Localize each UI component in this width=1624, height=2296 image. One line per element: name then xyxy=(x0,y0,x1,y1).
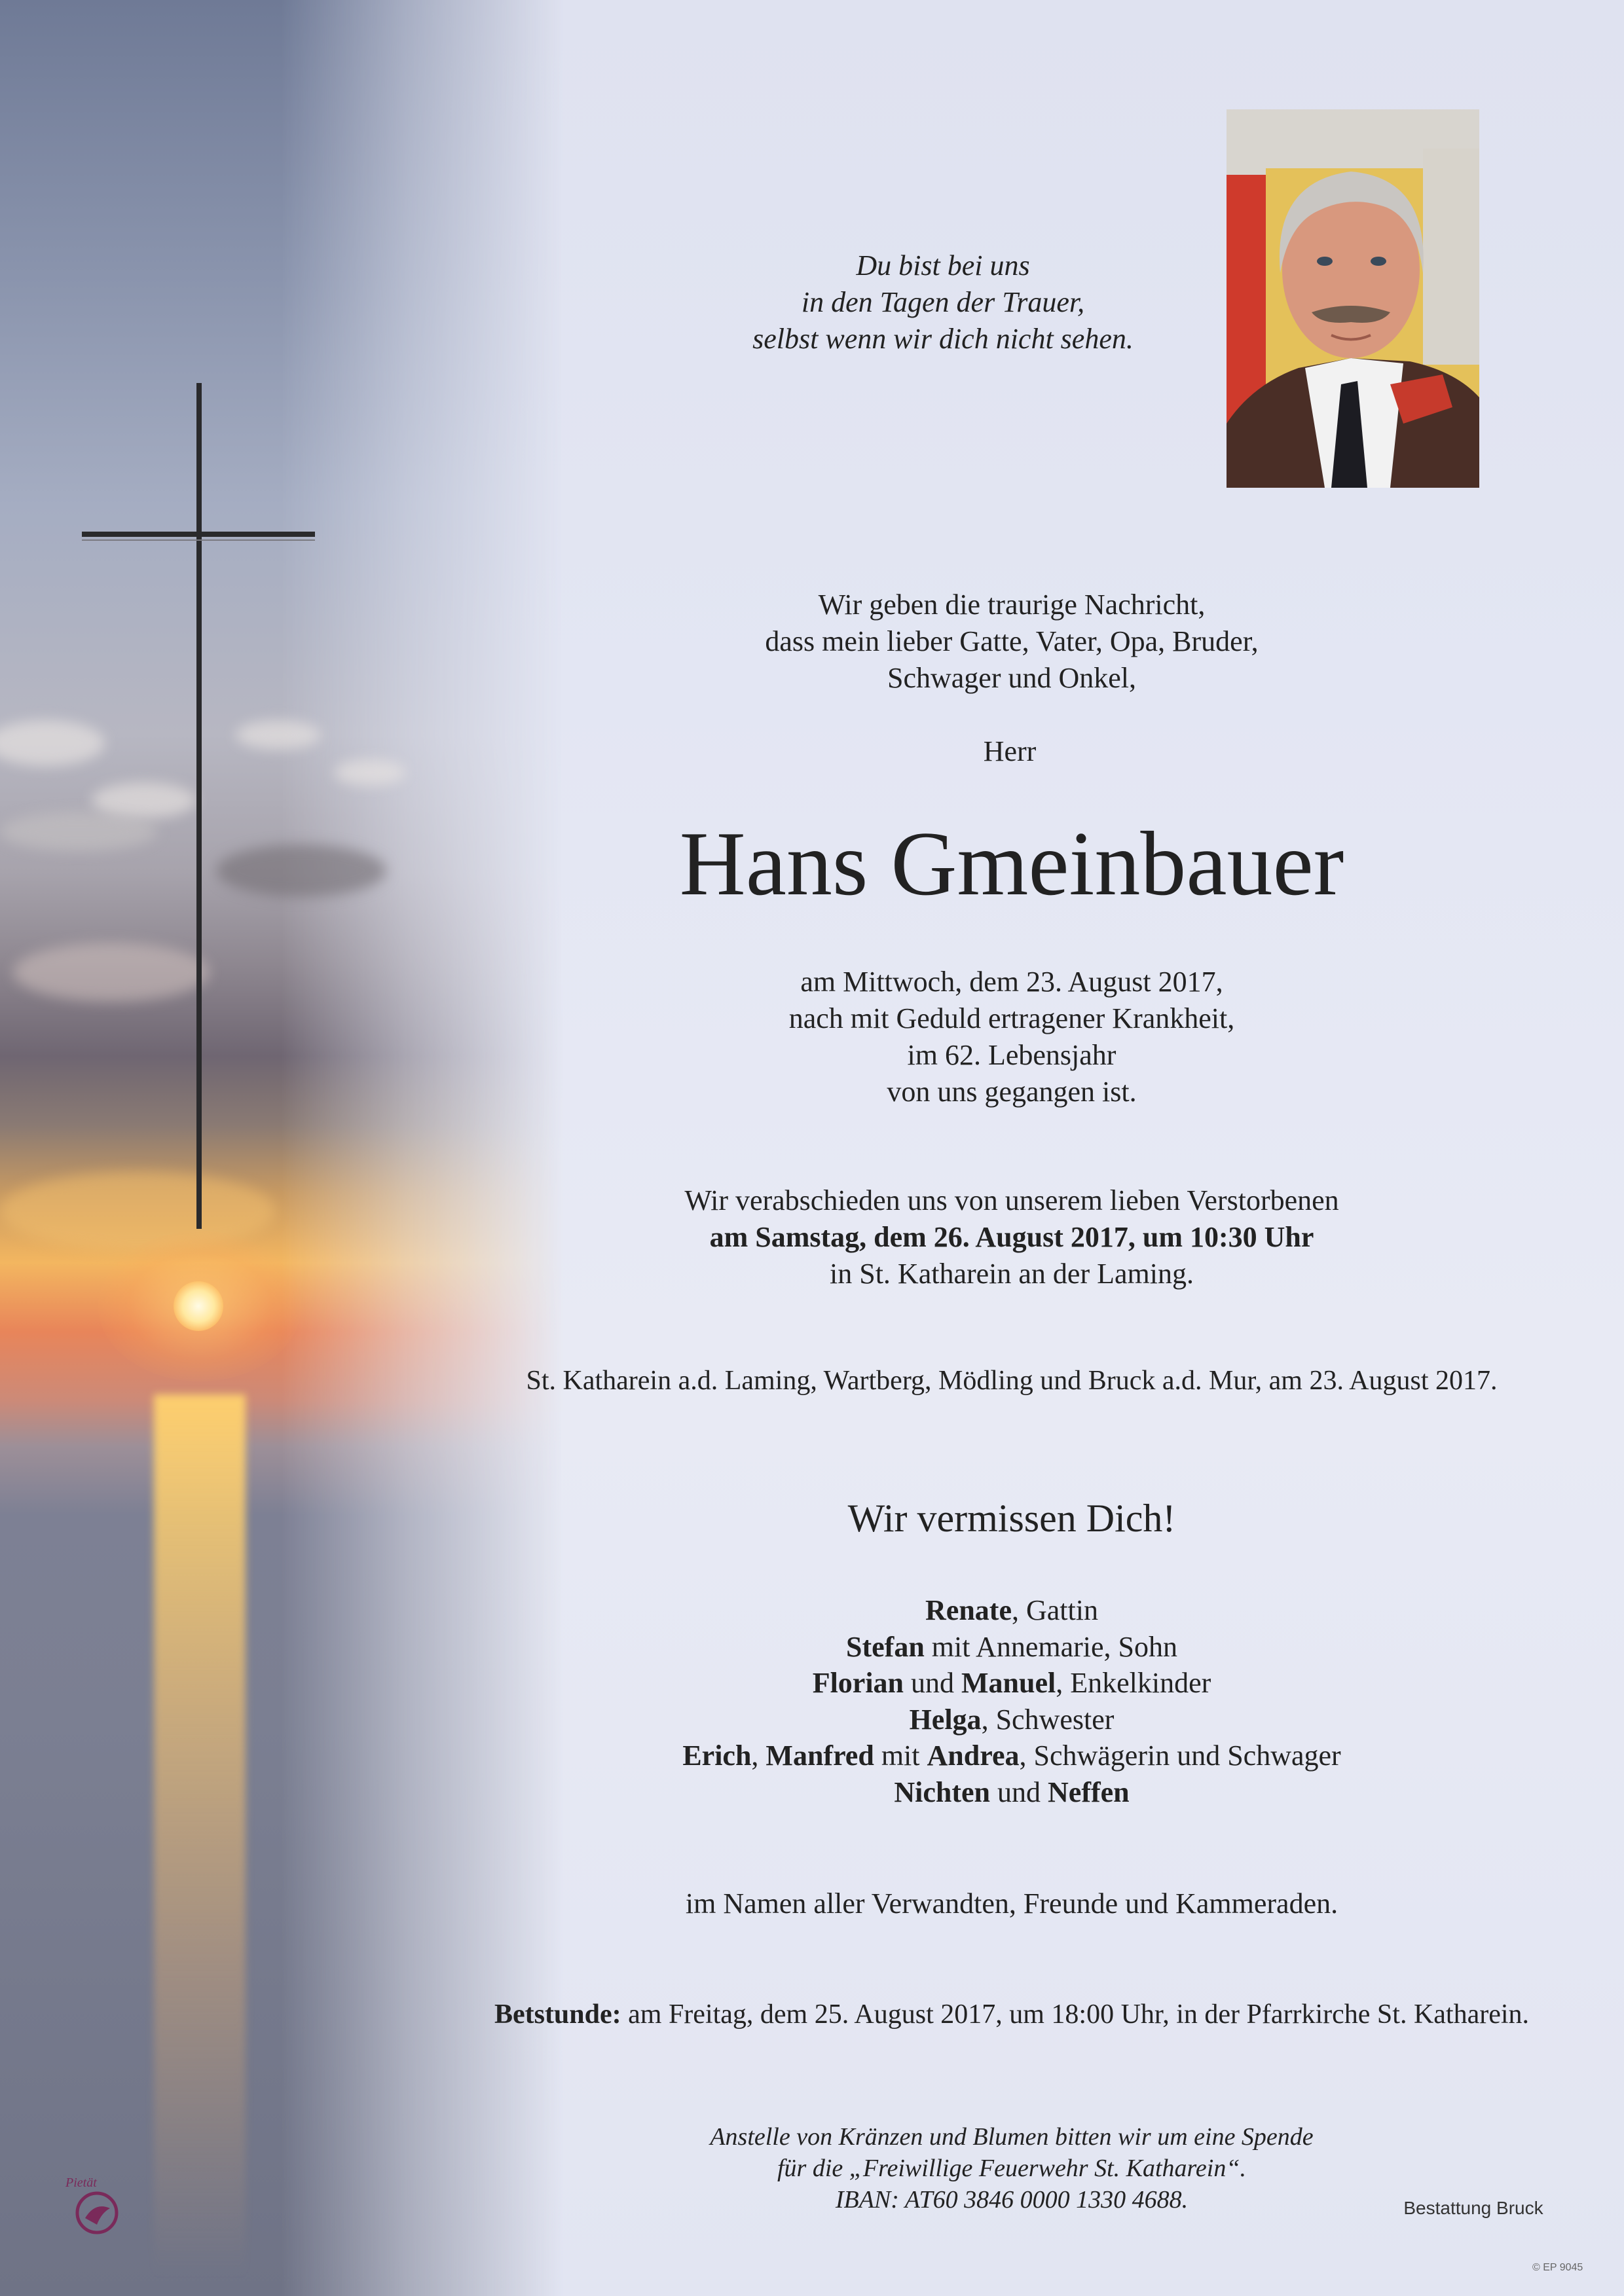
death-line: nach mit Geduld ertragener Krankheit, xyxy=(788,1002,1235,1034)
intro-line: Wir geben die traurige Nachricht, xyxy=(818,589,1206,621)
service-location: in St. Katharein an der Laming. xyxy=(830,1258,1194,1290)
portrait-photo xyxy=(1227,109,1479,488)
mourner-relation: mit xyxy=(874,1740,927,1772)
miss-you-heading: Wir vermissen Dich! xyxy=(847,1497,1176,1540)
mourners-list xyxy=(589,1592,1434,1810)
mourner-name: Erich xyxy=(682,1740,752,1772)
mourner-line xyxy=(589,1629,1434,1666)
motto-line: in den Tagen der Trauer, xyxy=(801,286,1085,318)
donation-line: Anstelle von Kränzen und Blumen bitten wir um eine Spende xyxy=(710,2123,1314,2151)
print-code: © EP 9045 xyxy=(1532,2262,1583,2273)
cross-vertical-bar xyxy=(196,383,202,1229)
mourner-name: Renate xyxy=(925,1594,1012,1626)
mourner-line xyxy=(589,1592,1434,1629)
on-behalf-line: im Namen aller Verwandten, Freunde und Kammeraden. xyxy=(685,1887,1338,1920)
donation-request xyxy=(622,2121,1401,2215)
deceased-name: Hans Gmeinbauer xyxy=(679,813,1344,915)
salutation: Herr xyxy=(983,735,1037,767)
prayer-label: Betstunde: xyxy=(494,1999,621,2030)
cross-horizontal-bar xyxy=(82,532,315,537)
intro-line: dass mein lieber Gatte, Vater, Opa, Bruder, xyxy=(765,625,1259,657)
service-date: am Samstag, dem 26. August 2017, um 10:30 Uhr xyxy=(709,1221,1314,1253)
mourner-name: Neffen xyxy=(1048,1776,1130,1808)
places-and-date: St. Katharein a.d. Laming, Wartberg, Mödling und Bruck a.d. Mur, am 23. August 2017. xyxy=(526,1366,1498,1396)
mourner-relation: mit Annemarie, Sohn xyxy=(924,1630,1177,1663)
mourner-relation: und xyxy=(904,1667,962,1699)
prayer-text: am Freitag, dem 25. August 2017, um 18:00 Uhr, in der Pfarrkirche St. Katharein. xyxy=(621,1999,1530,2030)
mourner-relation: , Enkelkinder xyxy=(1056,1667,1211,1699)
funeral-home: Bestattung Bruck xyxy=(1403,2198,1543,2218)
mourner-line xyxy=(589,1702,1434,1738)
pietaet-logo-icon xyxy=(59,2172,131,2238)
logo-text: Pietät xyxy=(65,2176,97,2190)
mourner-relation: , Schwester xyxy=(981,1703,1115,1736)
death-line: im 62. Lebensjahr xyxy=(907,1039,1116,1071)
cloud xyxy=(334,759,406,786)
mourner-name: Manfred xyxy=(766,1740,874,1772)
death-line: von uns gegangen ist. xyxy=(887,1076,1137,1108)
motto-quote xyxy=(655,247,1231,357)
intro-line: Schwager und Onkel, xyxy=(887,662,1136,694)
cloud xyxy=(216,845,386,897)
mourner-relation: , Schwägerin und Schwager xyxy=(1019,1740,1341,1772)
mourner-relation: , xyxy=(751,1740,766,1772)
mourner-name: Manuel xyxy=(961,1667,1056,1699)
portrait-illustration xyxy=(1227,109,1479,488)
cloud xyxy=(236,720,321,750)
death-line: am Mittwoch, dem 23. August 2017, xyxy=(800,966,1223,998)
mourner-name: Stefan xyxy=(846,1630,925,1663)
mourner-name: Nichten xyxy=(894,1776,991,1808)
sun-icon xyxy=(174,1281,223,1331)
logo-mark xyxy=(59,2172,131,2238)
sun-reflection xyxy=(154,1394,246,2278)
mourner-name: Andrea xyxy=(927,1740,1020,1772)
prayer-hour xyxy=(432,1997,1591,2032)
motto-line: Du bist bei uns xyxy=(856,249,1030,282)
funeral-service xyxy=(589,1182,1434,1292)
service-line: Wir verabschieden uns von unserem lieben Verstorbenen xyxy=(684,1184,1339,1216)
death-details xyxy=(655,964,1369,1110)
cloud xyxy=(0,812,157,851)
cloud xyxy=(13,943,210,1002)
mourner-name: Helga xyxy=(909,1703,982,1736)
mourner-relation: , Gattin xyxy=(1011,1594,1098,1626)
mourner-name: Florian xyxy=(812,1667,904,1699)
donation-line: für die „Freiwillige Feuerwehr St. Katharein“. xyxy=(777,2155,1246,2182)
mourner-line xyxy=(589,1665,1434,1702)
cross-horizontal-shadow xyxy=(82,539,315,541)
announcement-intro xyxy=(655,587,1369,697)
mourner-line xyxy=(589,1738,1434,1774)
mourner-line xyxy=(589,1774,1434,1811)
mourner-relation: und xyxy=(990,1776,1048,1808)
donation-line: IBAN: AT60 3846 0000 1330 4688. xyxy=(835,2186,1189,2214)
motto-line: selbst wenn wir dich nicht sehen. xyxy=(752,323,1134,355)
